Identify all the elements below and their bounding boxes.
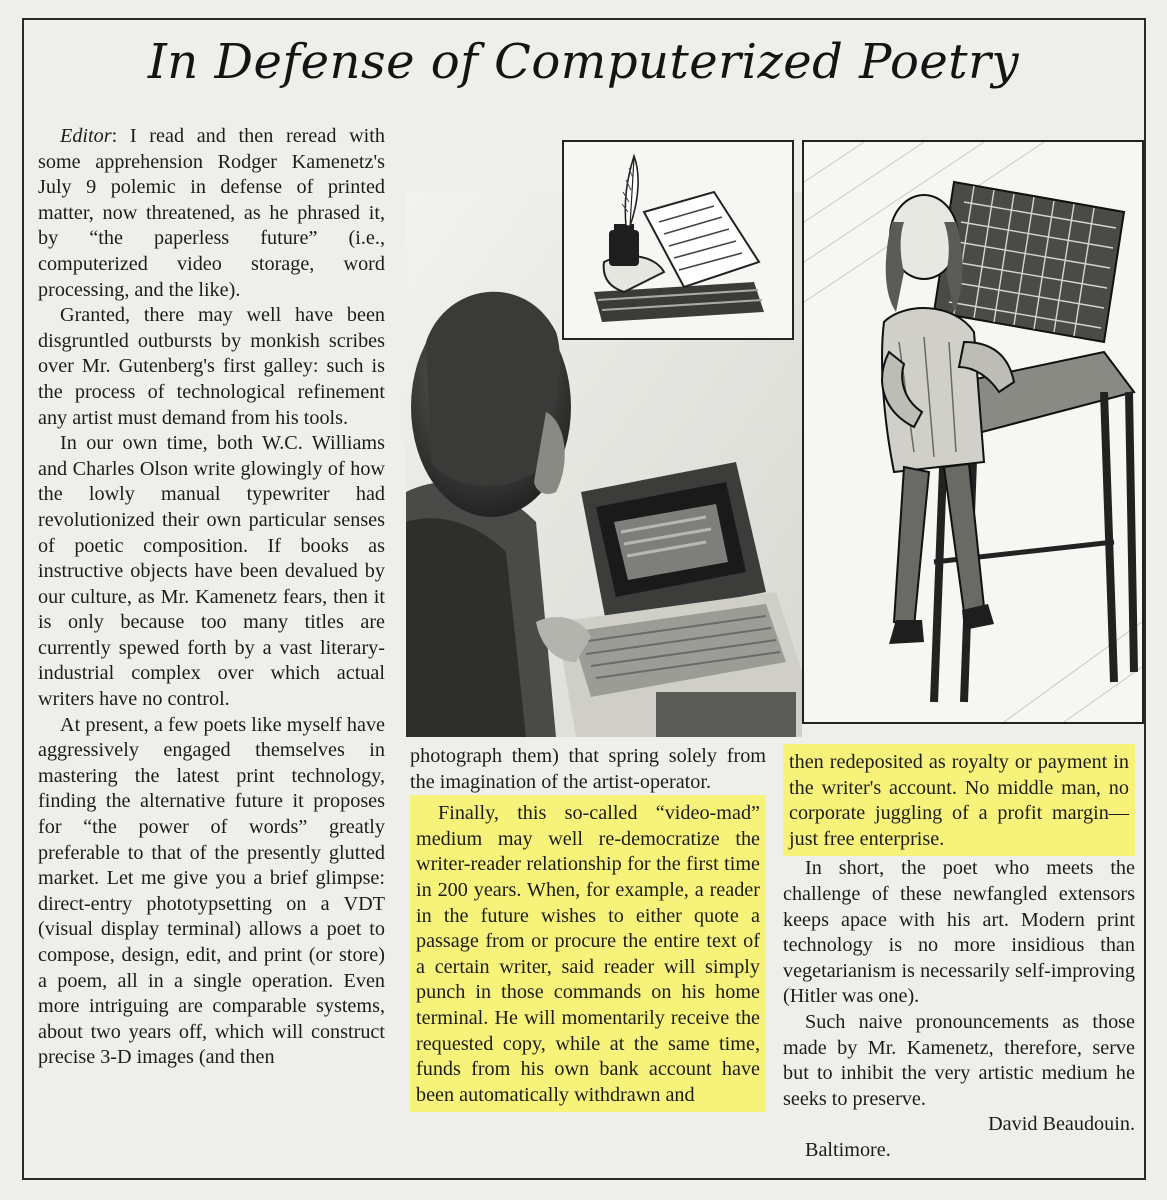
paragraph-5: photograph them) that spring solely from the imagination of the artist-operator. xyxy=(410,745,766,793)
illustration-quill-and-book xyxy=(562,140,794,340)
editor-salutation: Editor xyxy=(60,125,112,147)
paragraph-2: Granted, there may well have been disgruntled outbursts by monkish scribes over Mr. Gutenberg's first galley: such is the process of technological refinement any artist must demand from his tools. xyxy=(38,304,385,429)
paragraph-1-text: : I read and then reread with some apprehension Rodger Kamenetz's July 9 polemic in defense of printed matter, now threatened, as he phrased it, by “the paperless future” (i.e., computerized video storage, word processing, and the like). xyxy=(38,125,385,301)
illustration-printer-at-type-case xyxy=(802,140,1144,724)
paragraph-6-highlighted: Finally, this so-called “video-mad” medium may well re-democratize the writer-reader relationship for the first time in 200 years. When, for example, a reader in the future wishes to either quote a passage from or procure the entire text of a certain writer, said reader will simply punch in those commands on his home terminal. He will momentarily receive the requested copy, while at the same time, funds from his own bank account have been automatically withdrawn and xyxy=(410,795,766,1112)
column-1 xyxy=(38,124,385,1071)
paragraph-8: In short, the poet who meets the challenge of these newfangled extensors keeps apace with his art. Modern print technology is no more insidious than vegetarianism is necessarily self-improving (Hitler was one). xyxy=(783,857,1135,1008)
author-signature: David Beaudouin. xyxy=(988,1113,1135,1136)
author-city: Baltimore. xyxy=(805,1138,891,1161)
paragraph-7-highlighted: then redeposited as royalty or payment in the writer's account. No middle man, no corporate juggling of a profit margin—just free enterprise. xyxy=(783,744,1135,856)
paragraph-1 xyxy=(38,124,385,303)
headline: In Defense of Computerized Poetry xyxy=(147,34,1020,90)
paragraph-4: At present, a few poets like myself have aggressively engaged themselves in mastering the latest print technology, finding the alternative future it proposes for “the power of words” greatly preferable to that of the presently glutted market. Let me give you a brief glimpse: direct-entry phototypsetting on a VDT (visual display terminal) allows a poet to compose, design, edit, and print (or store) a poem, all in a single operation. Even more intriguing are comparable systems, about two years off, which will construct precise 3-D images (and then xyxy=(38,713,385,1069)
column-3 xyxy=(783,744,1135,1164)
column-2 xyxy=(410,744,766,1112)
paragraph-9: Such naive pronouncements as those made by Mr. Kamenetz, therefore, serve but to inhibit the very artistic medium he seeks to preserve. xyxy=(783,1010,1135,1110)
paragraph-3: In our own time, both W.C. Williams and Charles Olson write glowingly of how the lowly manual typewriter had revolutionized their own particular senses of poetic composition. If books as instructive objects have been devalued by our culture, as Mr. Kamenetz fears, then it is only because too many titles are currently spewed forth by a vast literary-industrial complex over which actual writers have no control. xyxy=(38,432,385,711)
